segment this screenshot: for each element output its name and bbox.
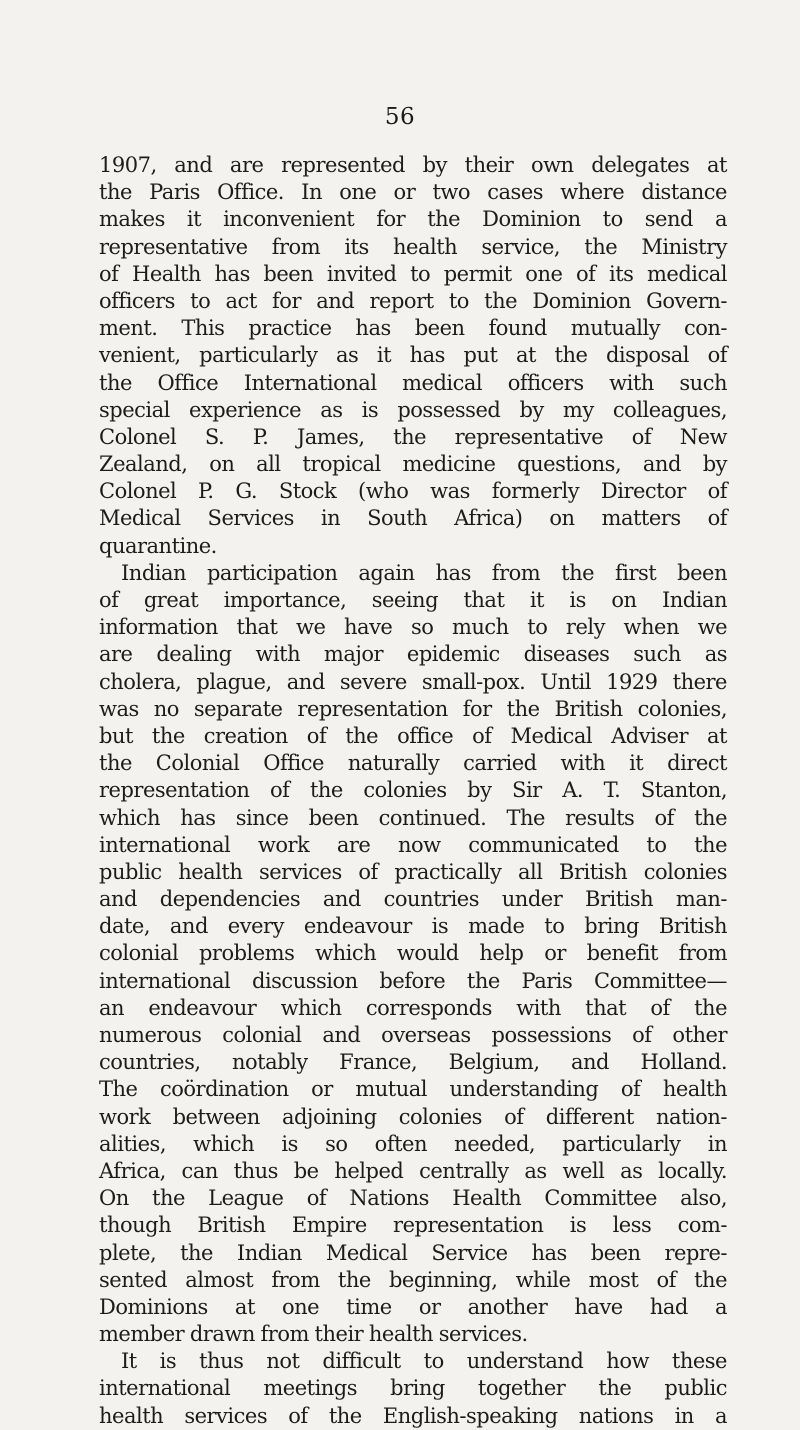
text-line: countries, notably France, Belgium, and Holland. bbox=[99, 1050, 727, 1075]
text-line: Colonel P. G. Stock (who was formerly Director of bbox=[99, 479, 727, 504]
text-line: public health services of practically all British colonies bbox=[99, 859, 727, 884]
text-line: sented almost from the beginning, while most of the bbox=[99, 1267, 727, 1292]
text-line: It is thus not difficult to understand how these bbox=[121, 1349, 727, 1374]
text-line: 1907, and are represented by their own delegates at bbox=[99, 153, 727, 177]
text-line: venient, particularly as it has put at the disposal of bbox=[99, 343, 727, 368]
text-line: On the League of Nations Health Committee also, bbox=[99, 1186, 727, 1211]
text-line: and dependencies and countries under British man- bbox=[99, 887, 727, 912]
text-line: alities, which is so often needed, particularly in bbox=[99, 1131, 727, 1156]
text-line: officers to act for and report to the Dominion Govern- bbox=[99, 288, 727, 313]
text-line: though British Empire representation is less com- bbox=[99, 1213, 727, 1238]
text-line: which has since been continued. The results of the bbox=[99, 805, 727, 830]
text-line: the Colonial Office naturally carried with it direct bbox=[99, 751, 727, 776]
text-line: representative from its health service, the Ministry bbox=[99, 234, 727, 259]
text-line: the Office International medical officers with such bbox=[99, 370, 727, 395]
text-line: international discussion before the Paris Committee— bbox=[99, 968, 727, 993]
text-line: international meetings bring together the public bbox=[99, 1376, 727, 1401]
text-line: makes it inconvenient for the Dominion to send a bbox=[99, 207, 727, 232]
text-line: Africa, can thus be helped centrally as well as locally. bbox=[99, 1158, 727, 1183]
text-line: The coördination or mutual understanding of health bbox=[99, 1077, 727, 1102]
text-line: but the creation of the office of Medical Adviser at bbox=[99, 723, 727, 748]
text-line: was no separate representation for the British colonies, bbox=[99, 696, 727, 721]
text-line: information that we have so much to rely when we bbox=[99, 615, 727, 640]
text-line: representation of the colonies by Sir A. T. Stanton, bbox=[99, 778, 727, 803]
text-line: work between adjoining colonies of different nation- bbox=[99, 1104, 727, 1129]
text-line: an endeavour which corresponds with that of the bbox=[99, 995, 727, 1020]
text-line: quarantine. bbox=[99, 533, 217, 558]
text-line: colonial problems which would help or benefit from bbox=[99, 941, 727, 966]
text-line: international work are now communicated to the bbox=[99, 832, 727, 857]
text-line: of great importance, seeing that it is on Indian bbox=[99, 588, 727, 612]
text-line: Colonel S. P. James, the representative of New bbox=[99, 424, 727, 449]
text-line: special experience as is possessed by my colleagues, bbox=[99, 397, 727, 422]
text-line: plete, the Indian Medical Service has been repre- bbox=[99, 1240, 727, 1265]
text-line: cholera, plague, and severe small-pox. Until 1929 there bbox=[99, 669, 727, 694]
text-line: Zealand, on all tropical medicine questions, and by bbox=[99, 452, 727, 477]
body-text bbox=[99, 152, 727, 1430]
text-line: date, and every endeavour is made to bring British bbox=[99, 914, 727, 939]
text-line: Indian participation again has from the first been bbox=[121, 560, 727, 585]
text-line: are dealing with major epidemic diseases such as bbox=[99, 642, 727, 667]
text-line: member drawn from their health services. bbox=[99, 1322, 528, 1347]
text-line: Dominions at one time or another have had a bbox=[99, 1294, 727, 1319]
text-line: ment. This practice has been found mutually con- bbox=[99, 316, 727, 341]
text-line: of Health has been invited to permit one of its medical bbox=[99, 261, 727, 286]
text-line: the Paris Office. In one or two cases where distance bbox=[99, 180, 727, 205]
text-line: numerous colonial and overseas possessions of other bbox=[99, 1023, 727, 1047]
text-line: health services of the English-speaking nations in a bbox=[99, 1403, 727, 1428]
text-line: Medical Services in South Africa) on matters of bbox=[99, 506, 727, 531]
page-number: 56 bbox=[384, 104, 416, 130]
